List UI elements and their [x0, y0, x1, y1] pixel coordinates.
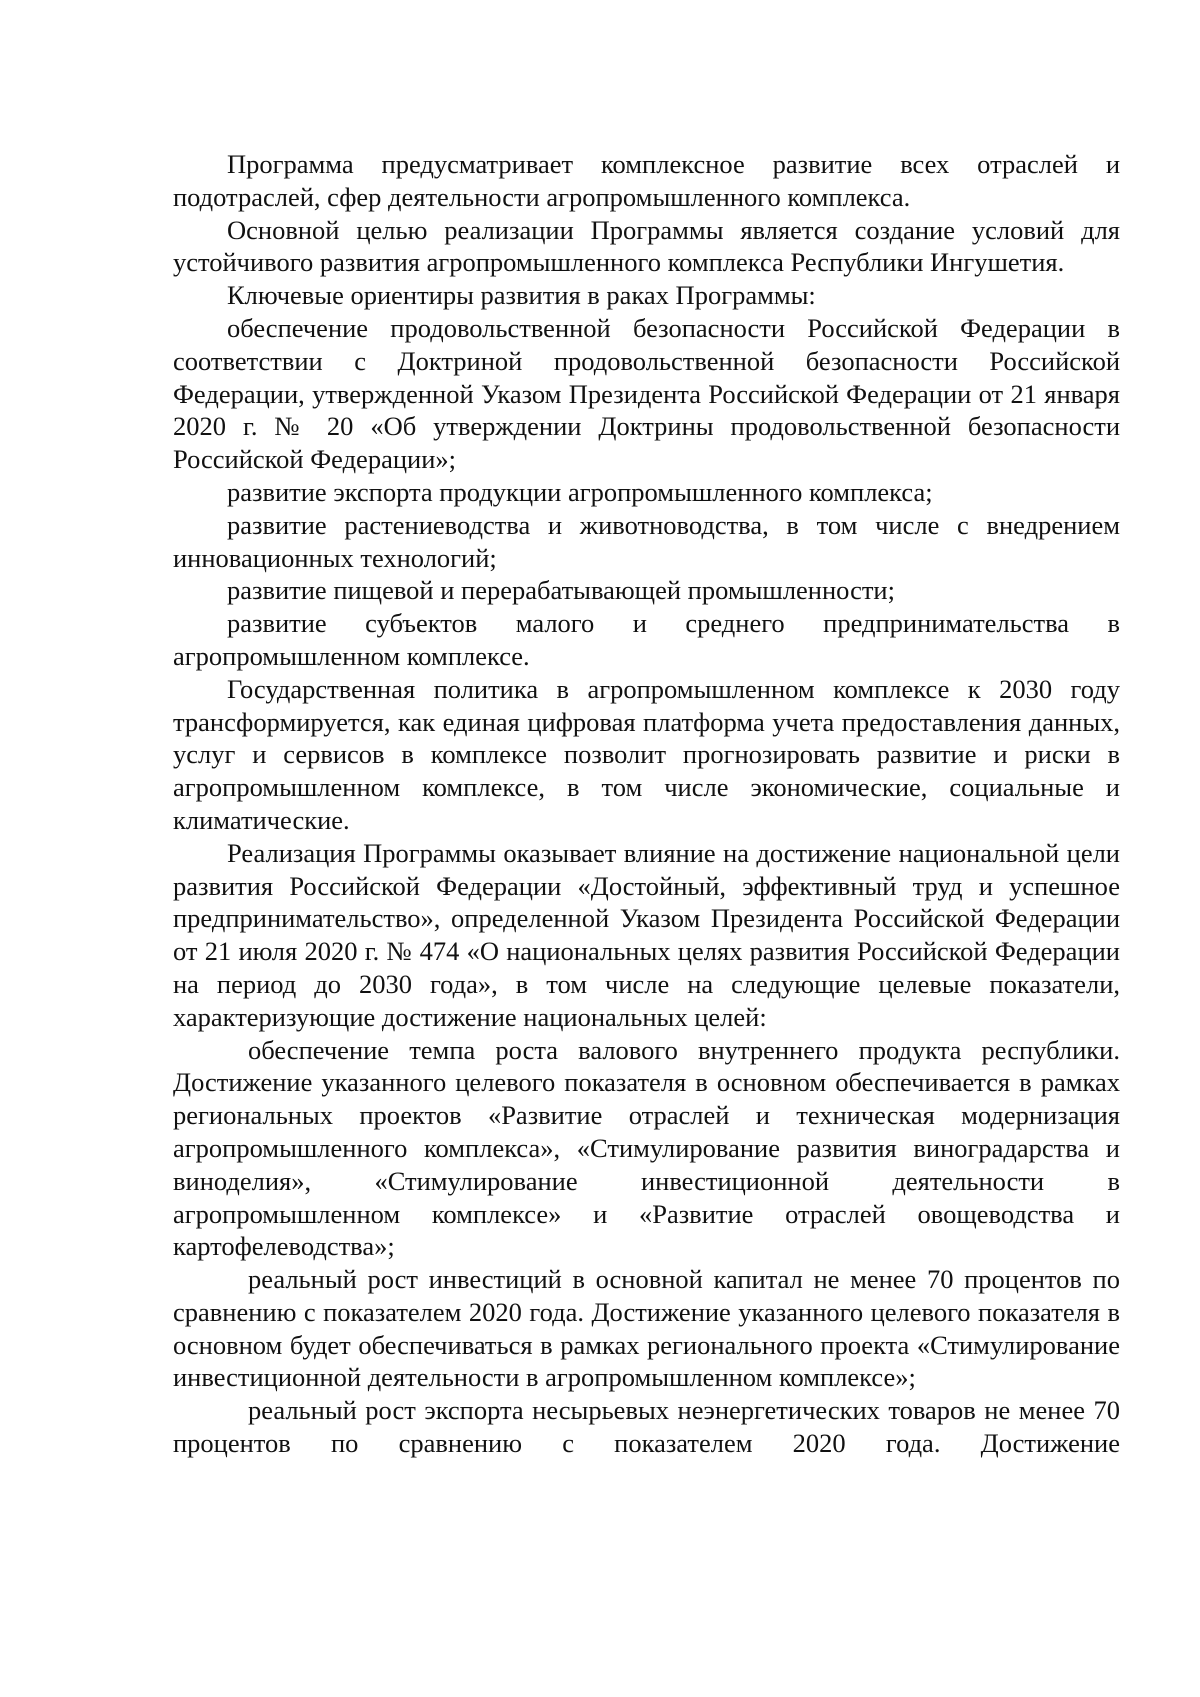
- document-body: [173, 148, 1120, 1460]
- paragraph: Программа предусматривает комплексное развитие всех отраслей и подотраслей, сфер деятельности агропромышленного комплекса.: [173, 149, 1120, 212]
- paragraph: обеспечение темпа роста валового внутреннего продукта республики. Достижение указанного целевого показателя в основном обеспечивается в рамках региональных проектов «Развитие отраслей и техническая модернизация агропромышленного комплекса», «Стимулирование развития виноградарства и виноделия», «Стимулирование инвестиционной деятельности в агропромышленном комплексе» и «Развитие отраслей овощеводства и картофелеводства»;: [173, 1034, 1120, 1262]
- paragraph: развитие субъектов малого и среднего предпринимательства в агропромышленном комплексе.: [173, 608, 1120, 671]
- paragraph: Ключевые ориентиры развития в раках Программы:: [227, 280, 816, 311]
- paragraph: Основной целью реализации Программы является создание условий для устойчивого развития агропромышленного комплекса Республики Ингушетия.: [173, 214, 1120, 278]
- paragraph: развитие растениеводства и животноводства, в том числе с внедрением инновационных технологий;: [173, 509, 1120, 573]
- paragraph: развитие пищевой и перерабатывающей промышленности;: [227, 575, 895, 606]
- paragraph-continued: реальный рост экспорта несырьевых неэнергетических товаров не менее 70 процентов по сравнению с показателем 2020 года. Достижение: [173, 1395, 1120, 1459]
- paragraph: Реализация Программы оказывает влияние на достижение национальной цели развития Российской Федерации «Достойный, эффективный труд и успешное предпринимательство», определенной Указом Президента Российской Федерации от 21 июля 2020 г. № 474 «О национальных целях развития Российской Федерации на период до 2030 года», в том числе на следующие целевые показатели, характеризующие достижение национальных целей:: [173, 837, 1120, 1032]
- paragraph: Государственная политика в агропромышленном комплексе к 2030 году трансформируется, как единая цифровая платформа учета предоставления данных, услуг и сервисов в комплексе позволит прогнозировать развитие и риски в агропромышленном комплексе, в том числе экономические, социальные и климатические.: [173, 673, 1120, 835]
- paragraph: обеспечение продовольственной безопасности Российской Федерации в соответствии с Доктриной продовольственной безопасности Российской Федерации, утвержденной Указом Президента Российской Федерации от 21 января 2020 г. № 20 «Об утверждении Доктрины продовольственной безопасности Российской Федерации»;: [173, 312, 1120, 475]
- paragraph: реальный рост инвестиций в основной капитал не менее 70 процентов по сравнению с показателем 2020 года. Достижение указанного целевого показателя в основном будет обеспечиваться в рамках регионального проекта «Стимулирование инвестиционной деятельности в агропромышленном комплексе»;: [173, 1264, 1120, 1393]
- paragraph: развитие экспорта продукции агропромышленного комплекса;: [227, 476, 933, 507]
